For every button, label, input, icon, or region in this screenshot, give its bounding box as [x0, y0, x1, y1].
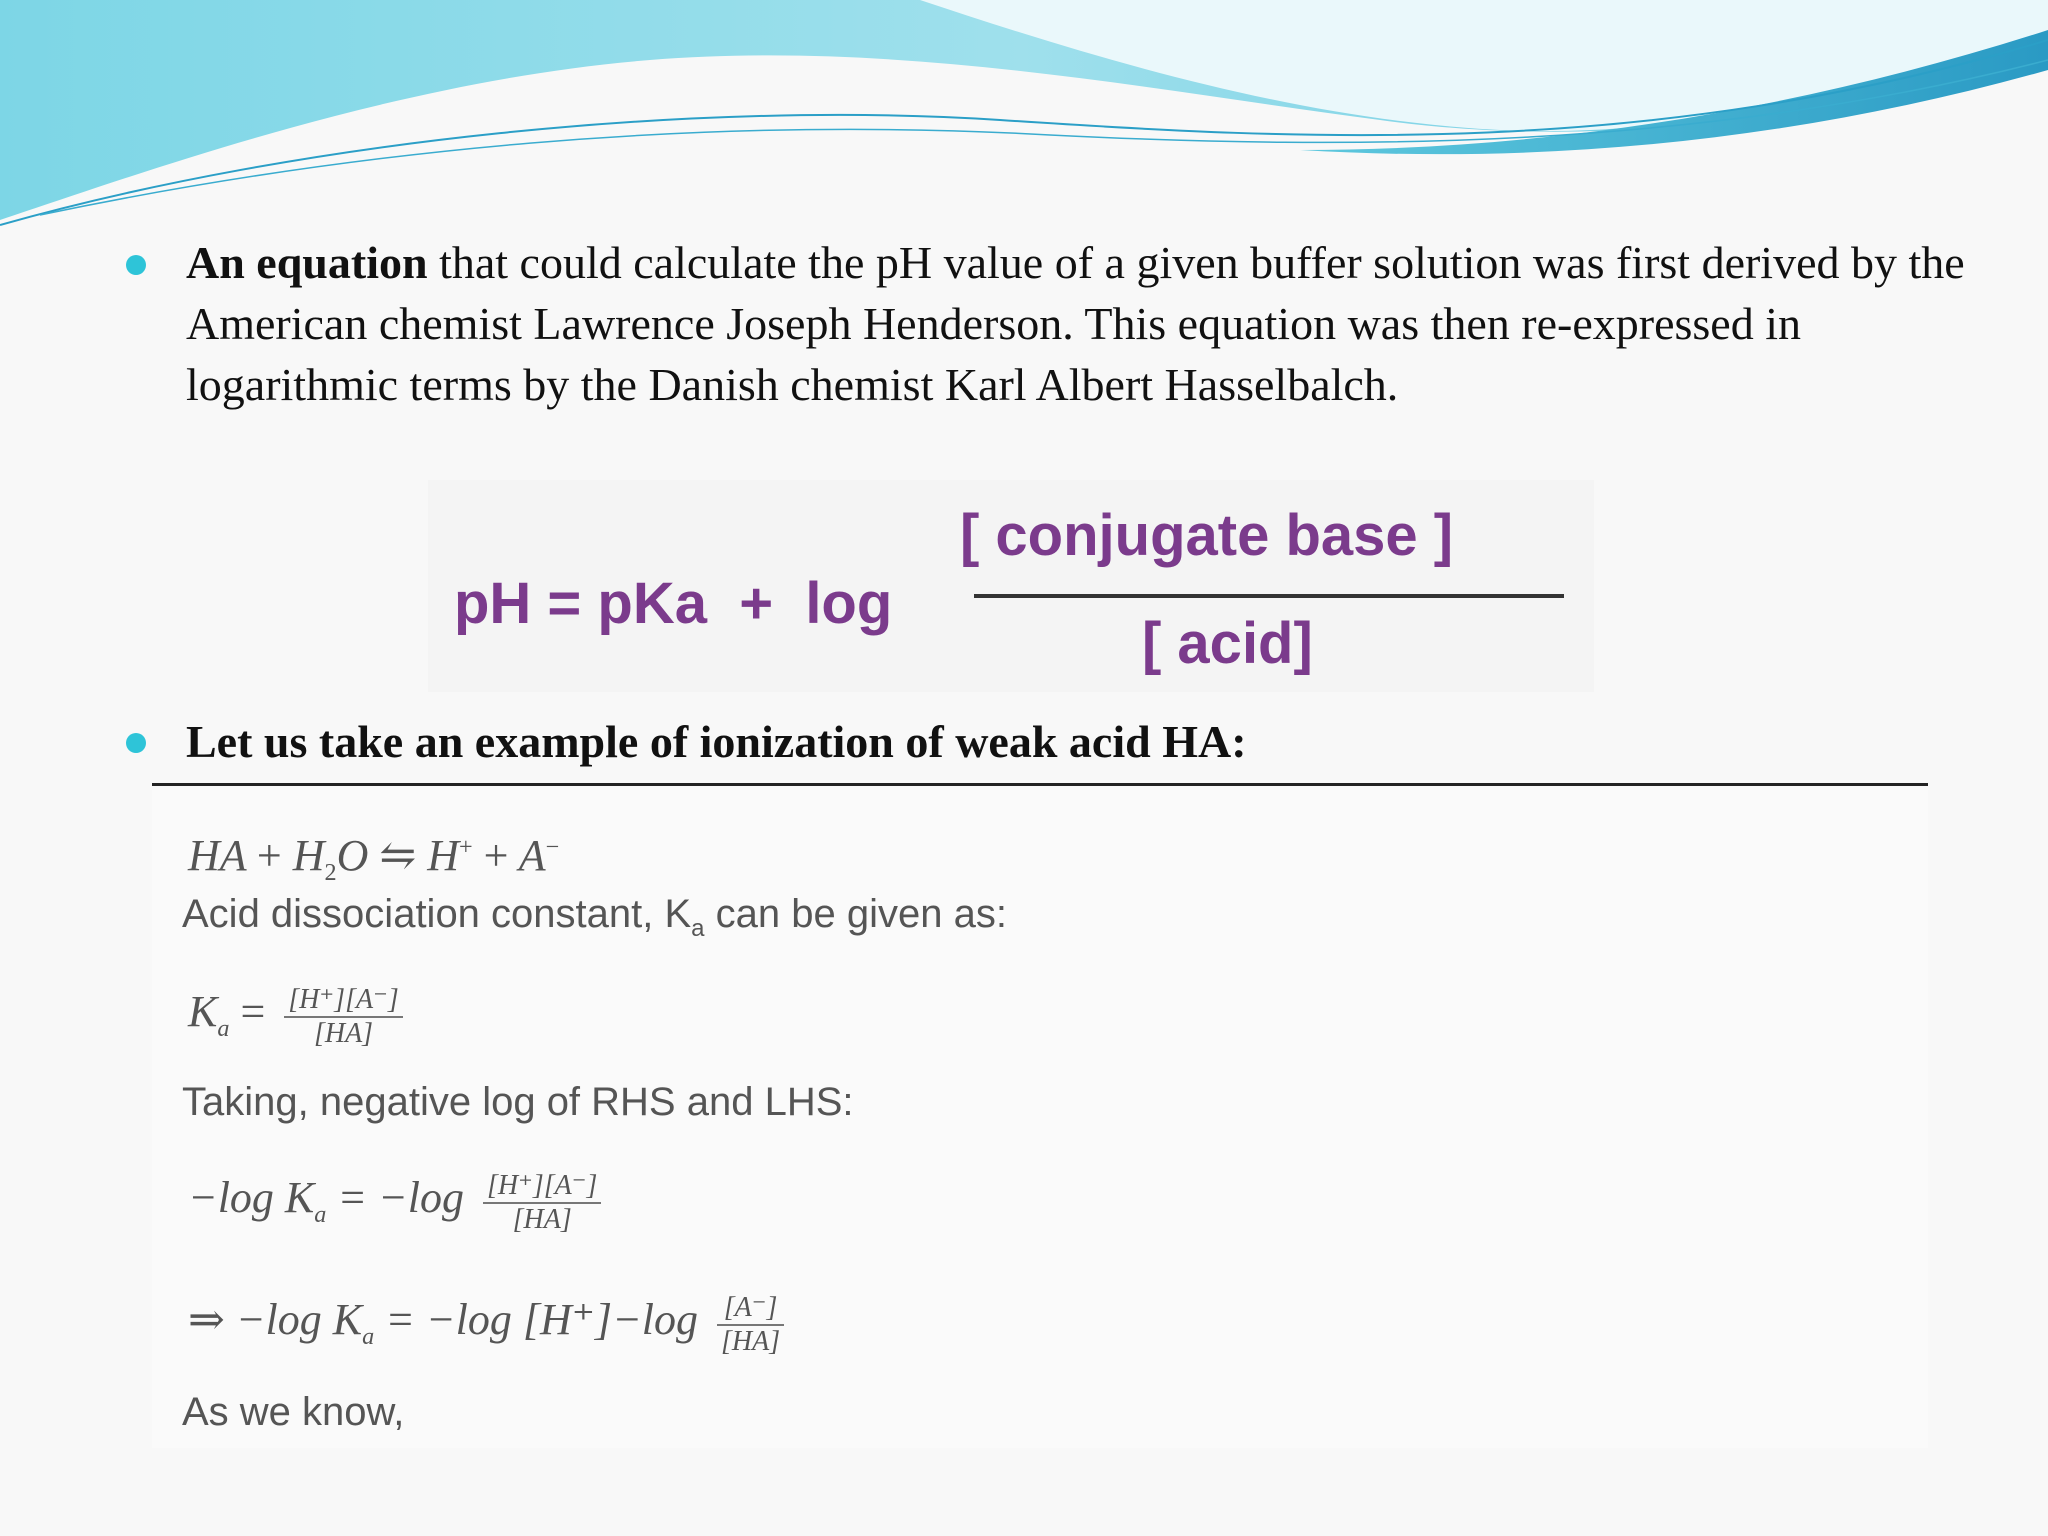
equilibrium-arrow-icon: ⇋ [379, 831, 417, 880]
ka-symbol: K [188, 987, 218, 1037]
product-a: A [518, 831, 546, 880]
ka-fraction [284, 982, 402, 1050]
ka-numerator: [H⁺][A⁻] [284, 982, 402, 1018]
equation-lhs: pH = pKa + log [454, 571, 893, 636]
equation-numerator: [ conjugate base ] [960, 503, 1454, 568]
bullet-paragraph [186, 232, 2006, 415]
water-o: O [336, 831, 369, 880]
expanded-numerator: [A⁻] [717, 1290, 784, 1326]
bullet-body-text: that could calculate the pH value of a given buffer solution was first derived by the American chemist Lawrence Joseph Henderson. This equation was then re-expressed in logarithmic terms by the Danish chemist Karl Albert Hasselbalch. [186, 237, 1965, 410]
ka-denominator: [HA] [313, 1018, 374, 1049]
expanded-rhs: = −log [H⁺]−log [374, 1295, 710, 1345]
product-a-charge: − [545, 833, 560, 861]
expanded-denominator: [HA] [721, 1326, 781, 1357]
neg-log-rhs: = −log [326, 1173, 475, 1223]
bullet-lead-bold: An equation [186, 237, 428, 288]
expanded-equation [188, 1290, 784, 1358]
water-subscript: 2 [324, 858, 337, 886]
derivation-panel [152, 790, 1928, 1448]
expanded-sub: a [362, 1322, 375, 1350]
plus-sign: + [256, 831, 282, 880]
reactant-ha: HA [188, 831, 246, 880]
product-h-charge: + [459, 833, 473, 861]
bullet-dot [126, 255, 146, 275]
neg-log-denominator: [HA] [512, 1204, 572, 1235]
ka-intro-lead: Acid dissociation constant, K [182, 892, 692, 936]
ka-definition [188, 982, 403, 1050]
product-h: H [427, 831, 459, 880]
neg-log-numerator: [H⁺][A⁻] [483, 1168, 601, 1204]
neg-log-lhs: −log K [188, 1173, 315, 1223]
ka-intro-sub: a [691, 915, 705, 942]
ka-intro-tail: can be given as: [704, 892, 1007, 936]
ka-sub: a [217, 1014, 230, 1042]
neg-log-intro-text: Taking, negative log of RHS and LHS: [182, 1080, 854, 1124]
neg-log-equation [188, 1168, 601, 1236]
header-wave-decoration [0, 0, 2048, 240]
equation-denominator: [ acid] [1142, 611, 1313, 676]
bullet-dot [126, 733, 146, 753]
henderson-hasselbalch-equation [428, 480, 1594, 692]
as-we-know-text: As we know, [182, 1390, 405, 1434]
divider-line [152, 783, 1928, 786]
fraction-bar [974, 594, 1564, 598]
neg-log-sub: a [314, 1200, 327, 1228]
ka-intro-text [182, 892, 1007, 943]
example-heading: Let us take an example of ionization of weak acid HA: [186, 716, 1247, 767]
expanded-lhs: ⇒ −log K [188, 1295, 363, 1345]
equals-sign: = [229, 987, 277, 1037]
ionization-reaction [188, 830, 559, 887]
expanded-fraction [717, 1290, 784, 1358]
neg-log-fraction [483, 1168, 601, 1236]
plus-sign: + [483, 831, 509, 880]
water-h: H [292, 831, 325, 880]
